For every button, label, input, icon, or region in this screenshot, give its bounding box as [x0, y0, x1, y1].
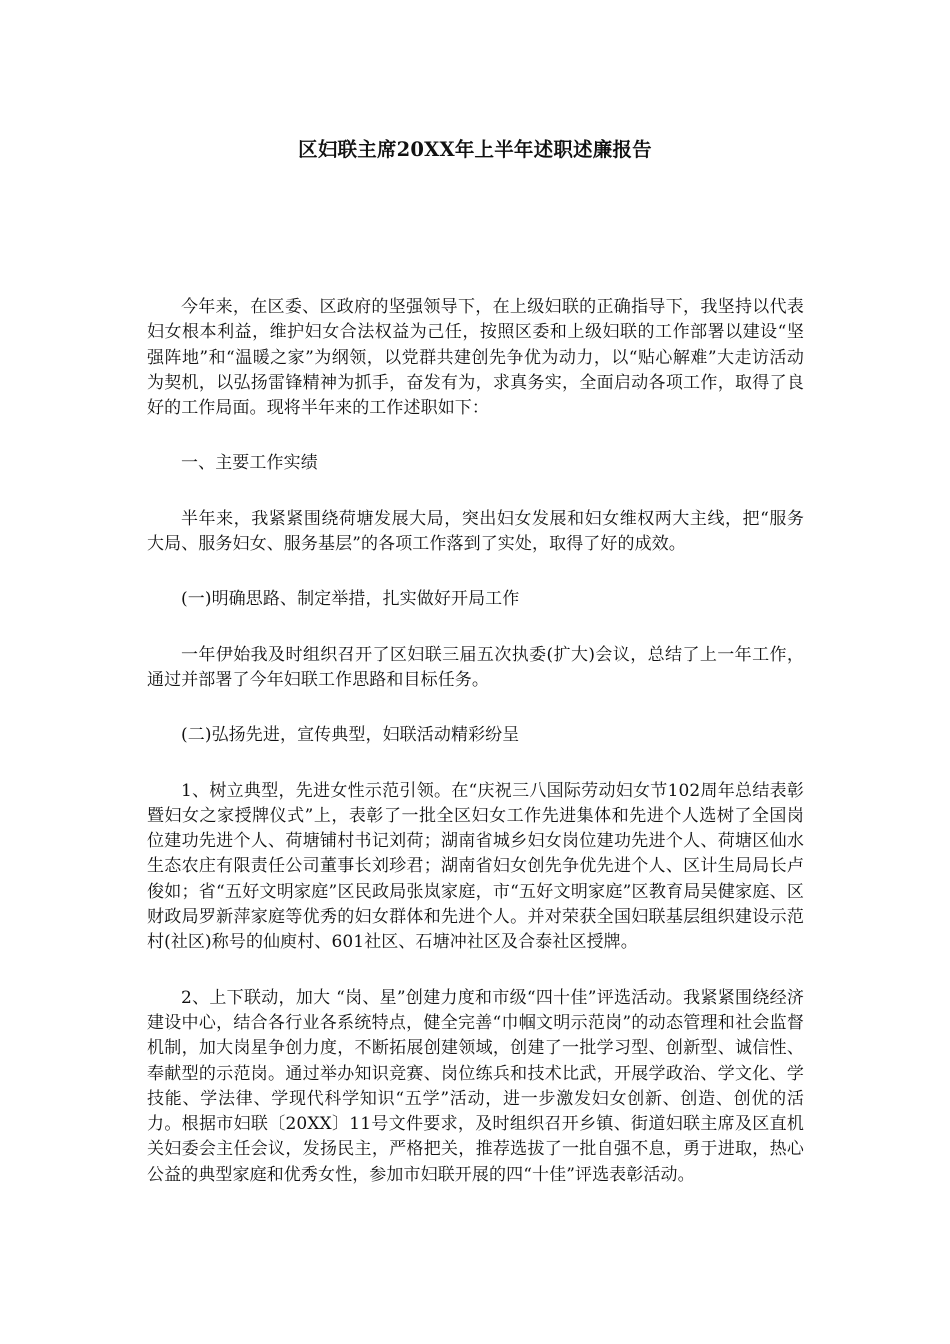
document-body [147, 295, 804, 1188]
intro-paragraph: 今年来，在区委、区政府的坚强领导下，在上级妇联的正确指导下，我坚持以代表妇女根本利益，维护妇女合法权益为己任，按照区委和上级妇联的工作部署以建设“坚强阵地”和“温暖之家”为纲领，以党群共建创先争优为动力，以“贴心解难”大走访活动为契机，以弘扬雷锋精神为抓手，奋发有为，求真务实，全面启动各项工作，取得了良好的工作局面。现将半年来的工作述职如下： [147, 297, 804, 419]
subsection-heading-2: (二)弘扬先进，宣传典型，妇联活动精彩纷呈 [181, 725, 520, 746]
item-1-paragraph: 1、树立典型，先进女性示范引领。在“庆祝三八国际劳动妇女节102周年总结表彰暨妇女之家授牌仪式”上，表彰了一批全区妇女工作先进集体和先进个人选树了全国岗位建功先进个人、荷塘铺村书记刘荷；湖南省城乡妇女岗位建功先进个人、荷塘区仙水生态农庄有限责任公司董事长刘珍君；湖南省妇女创先争优先进个人、区计生局局长卢俊如；省“五好文明家庭”区民政局张岚家庭，市“五好文明家庭”区教育局吴健家庭、区财政局罗新萍家庭等优秀的妇女群体和先进个人。并对荣获全国妇联基层组织建设示范村(社区)称号的仙庾村、601社区、石塘冲社区及合泰社区授牌。 [147, 780, 804, 953]
subsection-heading-1: (一)明确思路、制定举措，扎实做好开局工作 [181, 589, 520, 610]
document-title: 区妇联主席20XX年上半年述职述廉报告 [298, 138, 652, 162]
subsection-1-paragraph: 一年伊始我及时组织召开了区妇联三届五次执委(扩大)会议，总结了上一年工作，通过并部署了今年妇联工作思路和目标任务。 [147, 644, 804, 690]
section-heading-main-achievements: 一、主要工作实绩 [181, 453, 318, 474]
item-2-paragraph: 2、上下联动，加大 “岗、星”创建力度和市级“四十佳”评选活动。我紧紧围绕经济建设中心，结合各行业各系统特点，健全完善“巾帼文明示范岗”的动态管理和社会监督机制，加大岗星争创力度，不断拓展创建领域，创建了一批学习型、创新型、诚信性、奉献型的示范岗。通过举办知识竞赛、岗位练兵和技术比武，开展学政治、学文化、学技能、学法律、学现代科学知识“五学”活动，进一步激发妇女创新、创造、创优的活力。根据市妇联〔20XX〕11号文件要求，及时组织召开乡镇、街道妇联主席及区直机关妇委会主任会议，发扬民主，严格把关，推荐选拔了一批自强不息，勇于进取，热心公益的典型家庭和优秀女性，参加市妇联开展的四“十佳”评选表彰活动。 [147, 987, 804, 1185]
achievements-summary-paragraph: 半年来，我紧紧围绕荷塘发展大局，突出妇女发展和妇女维权两大主线，把“服务大局、服务妇女、服务基层”的各项工作落到了实处，取得了好的成效。 [147, 508, 804, 555]
